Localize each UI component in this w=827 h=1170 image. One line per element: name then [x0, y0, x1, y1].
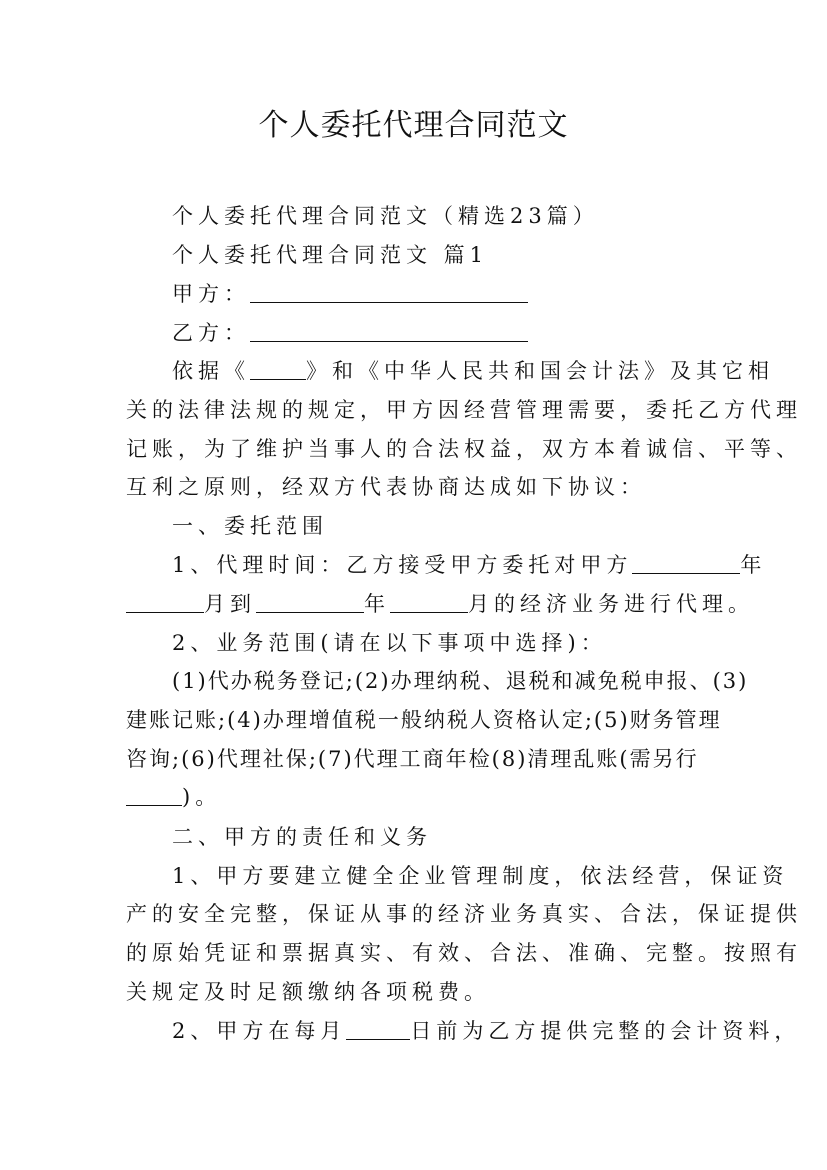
- text-span: 月到: [204, 592, 256, 616]
- section-heading: 个人委托代理合同范文 篇1: [172, 243, 489, 267]
- text-span: 年: [740, 553, 767, 577]
- blank: [390, 588, 468, 613]
- text-span: )。: [182, 785, 222, 809]
- paragraph-line: 咨询;(6)代理社保;(7)代理工商年检(8)清理乱账(需另行: [126, 747, 699, 771]
- paragraph-line: 的原始凭证和票据真实、有效、合法、准确、完整。按照有: [126, 941, 802, 965]
- paragraph-line: 互利之原则，经双方代表协商达成如下协议：: [126, 475, 646, 499]
- paragraph-line: [126, 1012, 801, 1051]
- text-span: 月的经济业务进行代理。: [468, 592, 754, 616]
- blank: [126, 781, 182, 806]
- paragraph-line: 关的法律法规的规定，甲方因经营管理需要，委托乙方代理: [126, 398, 802, 422]
- text-span: 2、甲方在每月: [172, 1019, 347, 1043]
- text-span: 依据《: [172, 359, 250, 383]
- paragraph-line: [126, 778, 726, 817]
- paragraph-line: 产的安全完整，保证从事的经济业务真实、合法，保证提供: [126, 902, 802, 926]
- text-span: 日前为乙方提供完整的会计资料，: [410, 1019, 801, 1043]
- law-name-blank: [250, 355, 306, 380]
- paragraph-line: [126, 352, 774, 391]
- party-b-blank: [250, 317, 528, 342]
- paragraph-line: [126, 546, 767, 585]
- party-b-label: 乙方：: [172, 321, 250, 345]
- heading-party-a-duties: 二、甲方的责任和义务: [172, 825, 432, 849]
- paragraph-line: 2、业务范围(请在以下事项中选择)：: [172, 631, 607, 655]
- party-a-blank: [250, 278, 528, 303]
- party-b-line: [126, 314, 726, 353]
- party-a-label: 甲方：: [172, 282, 250, 306]
- paragraph-line: (1)代办税务登记;(2)办理纳税、退税和减免税申报、(3): [172, 669, 749, 693]
- blank: [632, 549, 740, 574]
- blank: [256, 588, 364, 613]
- text-span: 》和《中华人民共和国会计法》及其它相: [306, 359, 774, 383]
- paragraph-line: 1、甲方要建立健全企业管理制度，依法经营，保证资: [172, 864, 789, 888]
- text-span: 1、代理时间：乙方接受甲方委托对甲方: [172, 553, 633, 577]
- paragraph-line: 建账记账;(4)办理增值税一般纳税人资格认定;(5)财务管理: [126, 708, 722, 732]
- paragraph-line: 记账，为了维护当事人的合法权益，双方本着诚信、平等、: [126, 437, 802, 461]
- blank: [126, 588, 204, 613]
- paragraph-line: 关规定及时足额缴纳各项税费。: [126, 980, 490, 1004]
- text-span: 年: [364, 592, 390, 616]
- document-title: 个人委托代理合同范文: [258, 108, 569, 143]
- paragraph-line: [126, 585, 754, 624]
- heading-scope: 一、委托范围: [172, 514, 328, 538]
- blank: [346, 1015, 410, 1040]
- party-a-line: [126, 275, 726, 314]
- subtitle-line: 个人委托代理合同范文（精选23篇）: [172, 204, 599, 228]
